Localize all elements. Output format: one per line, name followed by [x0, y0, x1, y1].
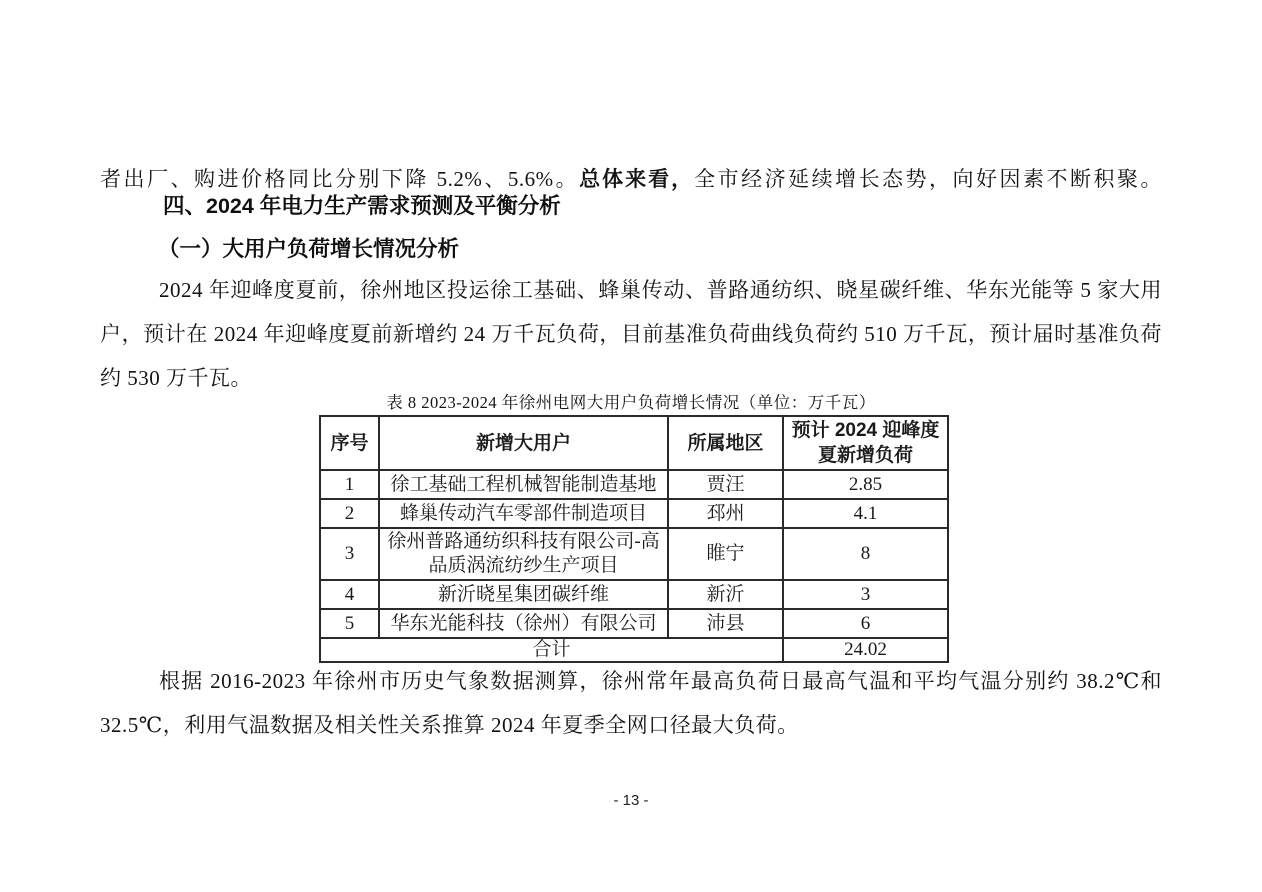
paragraph-load-growth: 2024 年迎峰度夏前，徐州地区投运徐工基础、蜂巢传动、普路通纺织、晓星碳纤维、华东光能等 5 家大用户，预计在 2024 年迎峰度夏前新增约 24 万千瓦负荷，目前基准负荷曲线负荷约 510 万千瓦，预计届时基准负荷约 530 万千瓦。	[100, 278, 1162, 390]
cell-no: 4	[320, 580, 379, 609]
total-value-cell: 24.02	[783, 638, 948, 662]
cell-no: 5	[320, 609, 379, 638]
cell-region: 沛县	[668, 609, 783, 638]
header-cell-no: 序号	[320, 416, 379, 470]
table-body	[320, 470, 948, 638]
table-row	[320, 470, 948, 499]
load-growth-table	[319, 415, 949, 663]
table-row	[320, 528, 948, 580]
table-header-row	[320, 416, 948, 470]
page-number: - 13 -	[613, 792, 649, 809]
cell-user: 华东光能科技（徐州）有限公司	[379, 609, 668, 638]
cell-no: 2	[320, 499, 379, 528]
cell-load: 3	[783, 580, 948, 609]
cell-no: 3	[320, 528, 379, 580]
table-caption: 表 8 2023-2024 年徐州电网大用户负荷增长情况（单位：万千瓦）	[386, 393, 876, 412]
cell-load: 8	[783, 528, 948, 580]
header-cell-region: 所属地区	[668, 416, 783, 470]
cell-region: 邳州	[668, 499, 783, 528]
cell-load: 6	[783, 609, 948, 638]
cell-load: 4.1	[783, 499, 948, 528]
section-heading: 四、2024 年电力生产需求预测及平衡分析	[163, 194, 561, 218]
cell-no: 1	[320, 470, 379, 499]
header-cell-load: 预计 2024 迎峰度夏新增负荷	[783, 416, 948, 470]
cell-region: 贾汪	[668, 470, 783, 499]
economy-text-bold: 总体来看，	[579, 168, 695, 191]
cell-user: 新沂晓星集团碳纤维	[379, 580, 668, 609]
total-label-cell: 合计	[320, 638, 783, 662]
cell-region: 新沂	[668, 580, 783, 609]
cell-user: 徐州普路通纺织科技有限公司-高品质涡流纺纱生产项目	[379, 528, 668, 580]
cell-region: 睢宁	[668, 528, 783, 580]
cell-user: 徐工基础工程机械智能制造基地	[379, 470, 668, 499]
table-row	[320, 580, 948, 609]
cell-load: 2.85	[783, 470, 948, 499]
paragraph-weather-forecast: 根据 2016-2023 年徐州市历史气象数据测算，徐州常年最高负荷日最高气温和平均气温分别约 38.2℃和 32.5℃，利用气温数据及相关性关系推算 2024 年夏季全网口径最大负荷。	[100, 669, 1162, 737]
table-row	[320, 499, 948, 528]
economy-text-pre: 者出厂、购进价格同比分别下降 5.2%、5.6%。	[100, 167, 580, 191]
economy-text-post: 全市经济延续增长态势，向好因素不断积聚。	[694, 167, 1162, 191]
table-row	[320, 609, 948, 638]
header-cell-user: 新增大用户	[379, 416, 668, 470]
subsection-heading: （一）大用户负荷增长情况分析	[158, 237, 460, 261]
cell-user: 蜂巢传动汽车零部件制造项目	[379, 499, 668, 528]
